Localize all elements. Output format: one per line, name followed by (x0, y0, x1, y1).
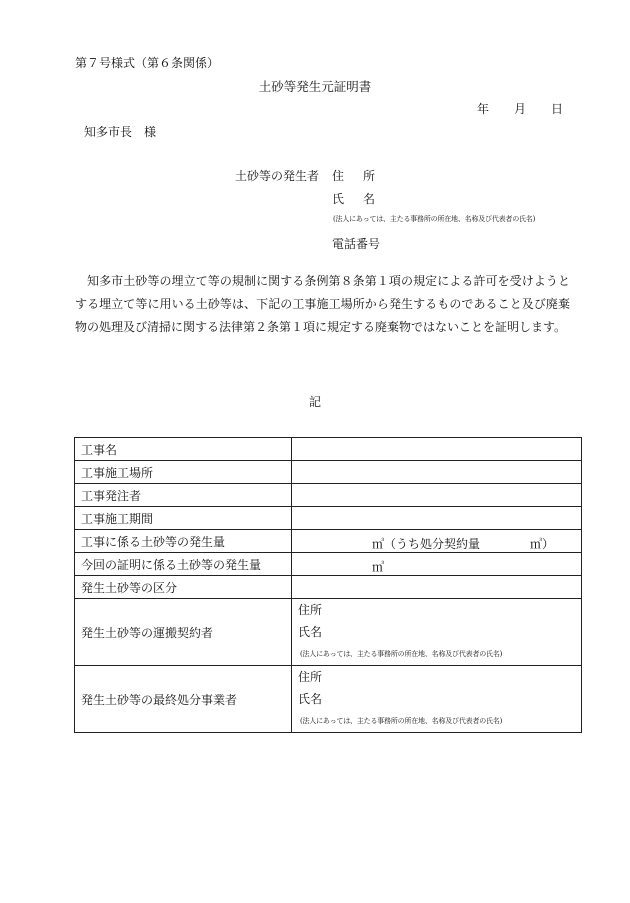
address-label: 住所 (298, 603, 323, 617)
soil-category-field[interactable] (292, 576, 582, 599)
generation-amount-field[interactable] (292, 530, 582, 553)
document-title: 土砂等発生元証明書 (258, 79, 372, 94)
construction-name-field[interactable] (292, 438, 582, 461)
final-disposal-field[interactable] (292, 666, 582, 733)
row-label: 今回の証明に係る土砂等の発生量 (75, 553, 292, 576)
unit-text: ㎥） (530, 537, 555, 551)
table-row (75, 599, 582, 666)
row-label: 発生土砂等の運搬契約者 (75, 599, 292, 666)
table-row (75, 507, 582, 530)
unit-text: ㎥ (372, 560, 385, 574)
row-label: 発生土砂等の区分 (75, 576, 292, 599)
certified-amount-field[interactable] (292, 553, 582, 576)
row-label: 工事施工場所 (75, 461, 292, 484)
construction-period-field[interactable] (292, 507, 582, 530)
table-row (75, 438, 582, 461)
address-label: 住所 (298, 670, 323, 684)
generator-name-label: 氏名 (332, 192, 395, 206)
row-label: 発生土砂等の最終処分事業者 (75, 666, 292, 733)
date-year-label: 年 (477, 102, 490, 116)
unit-text: ㎥（うち処分契約量 (372, 537, 481, 551)
corp-note: (法人にあっては、主たる事務所の所在地、名称及び代表者の氏名) (300, 717, 503, 725)
addressee: 知多市長 様 (84, 125, 157, 139)
table-row (75, 530, 582, 553)
generator-address-label: 住所 (332, 169, 395, 183)
row-label: 工事発注者 (75, 484, 292, 507)
generator-phone-label: 電話番号 (332, 237, 381, 251)
table-row (75, 666, 582, 733)
table-row (75, 461, 582, 484)
corp-note: (法人にあっては、主たる事務所の所在地、名称及び代表者の氏名) (300, 650, 503, 658)
table-row (75, 576, 582, 599)
generator-corp-note: (法人にあっては、主たる事務所の所在地、名称及び代表者の氏名) (333, 215, 536, 223)
table-row (75, 553, 582, 576)
ki-heading: 記 (308, 395, 321, 409)
orderer-field[interactable] (292, 484, 582, 507)
date-day-label: 日 (551, 102, 564, 116)
row-label: 工事名 (75, 438, 292, 461)
row-label: 工事施工期間 (75, 507, 292, 530)
row-label: 工事に係る土砂等の発生量 (75, 530, 292, 553)
transport-contractor-field[interactable] (292, 599, 582, 666)
name-label: 氏名 (298, 692, 323, 706)
date-month-label: 月 (514, 102, 527, 116)
construction-site-field[interactable] (292, 461, 582, 484)
generator-label: 土砂等の発生者 (235, 169, 320, 183)
form-number: 第７号様式（第６条関係） (75, 56, 220, 70)
table-row (75, 484, 582, 507)
details-table (74, 437, 582, 733)
name-label: 氏名 (298, 625, 323, 639)
certification-paragraph: 知多市土砂等の埋立て等の規制に関する条例第８条第１項の規定による許可を受けようとする埋立て等に用いる土砂等は、下記の工事施工場所から発生するものであること及び廃棄物の処理及び清掃に関する法律第２条第１項に規定する廃棄物ではないことを証明します。 (75, 274, 570, 334)
